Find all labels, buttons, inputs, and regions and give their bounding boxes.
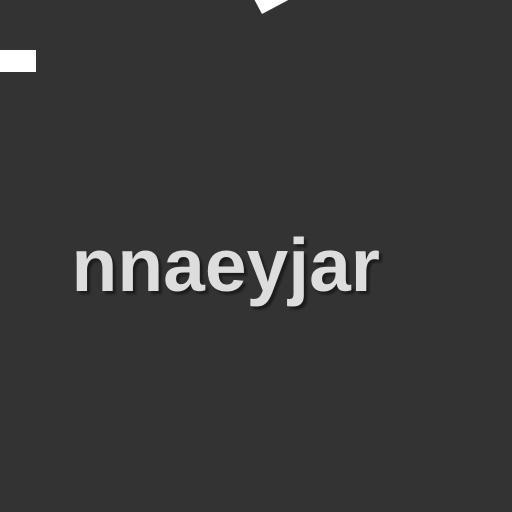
word-text: nnaeyjar: [71, 223, 380, 307]
white-dash-mark-top: [252, 0, 308, 14]
white-dash-mark-left: [0, 50, 36, 72]
